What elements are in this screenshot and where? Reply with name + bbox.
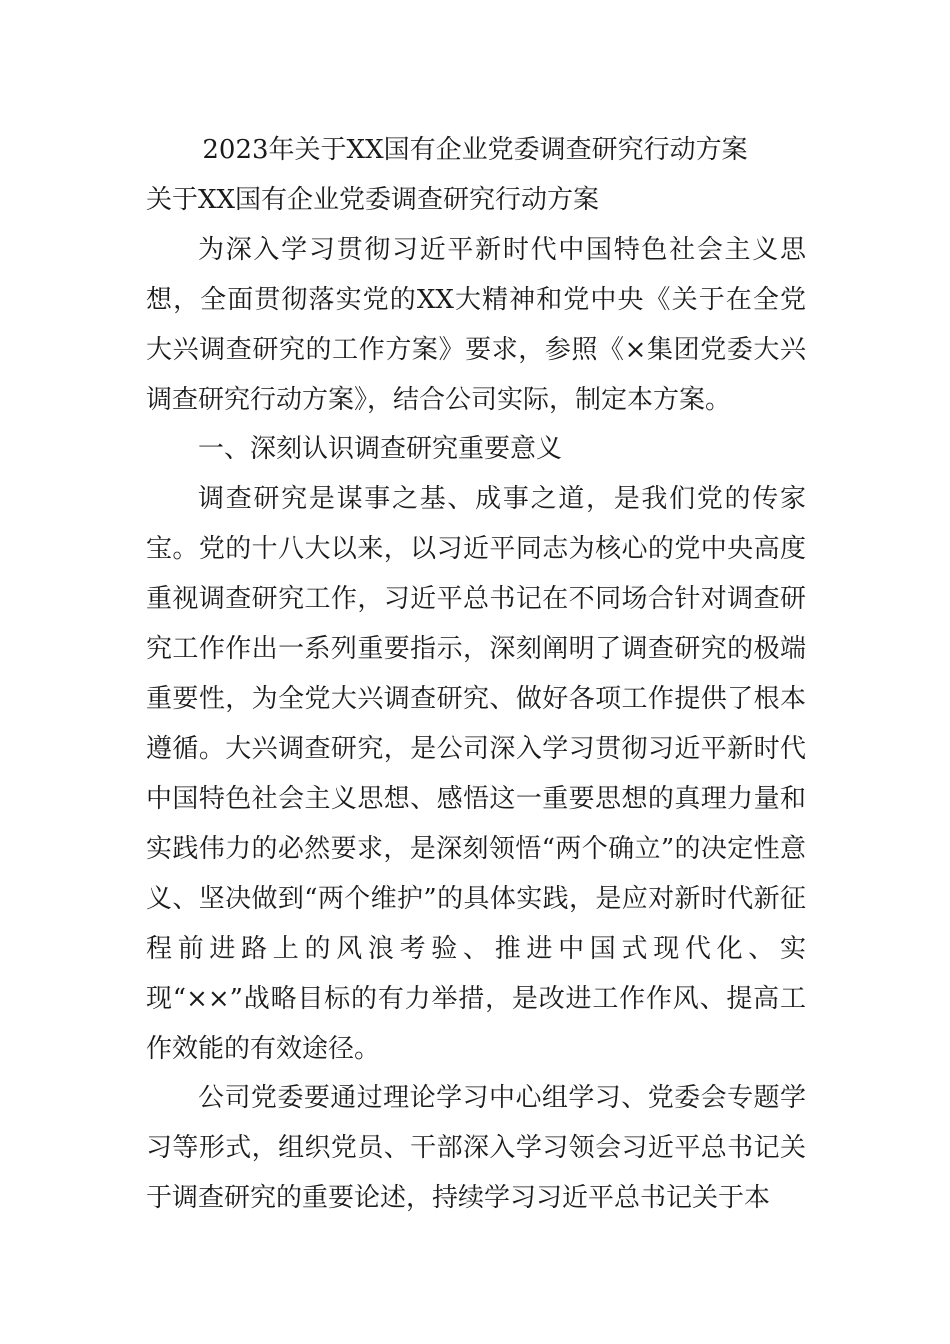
paragraph-significance: 调查研究是谋事之基、成事之道，是我们党的传家宝。党的十八大以来，以习近平同志为核心的党中央高度重视调查研究工作，习近平总书记在不同场合针对调查研究工作作出一系列重要指示，深刻阐明了调查研究的极端重要性，为全党大兴调查研究、做好各项工作提供了根本遵循。大兴调查研究，是公司深入学习贯彻习近平新时代中国特色社会主义思想、感悟这一重要思想的真理力量和实践伟力的必然要求，是深刻领悟“两个确立”的决定性意义、坚决做到“两个维护”的具体实践，是应对新时代新征程前进路上的风浪考验、推进中国式现代化、实现“××”战略目标的有力举措，是改进工作作风、提高工作效能的有效途径。: [146, 484, 806, 1064]
paragraph-study: 公司党委要通过理论学习中心组学习、党委会专题学习等形式，组织党员、干部深入学习领会习近平总书记关于调查研究的重要论述，持续学习习近平总书记关于本: [146, 1083, 806, 1213]
paragraph-intro: 为深入学习贯彻习近平新时代中国特色社会主义思想，全面贯彻落实党的XX大精神和党中央《关于在全党大兴调查研究的工作方案》要求，参照《×集团党委大兴调查研究行动方案》，结合公司实际，制定本方案。: [146, 235, 806, 415]
section-heading: 一、深刻认识调查研究重要意义: [198, 434, 563, 464]
document-subtitle: 关于XX国有企业党委调查研究行动方案: [146, 185, 600, 215]
document-title: 2023年关于XX国有企业党委调查研究行动方案: [202, 135, 748, 165]
